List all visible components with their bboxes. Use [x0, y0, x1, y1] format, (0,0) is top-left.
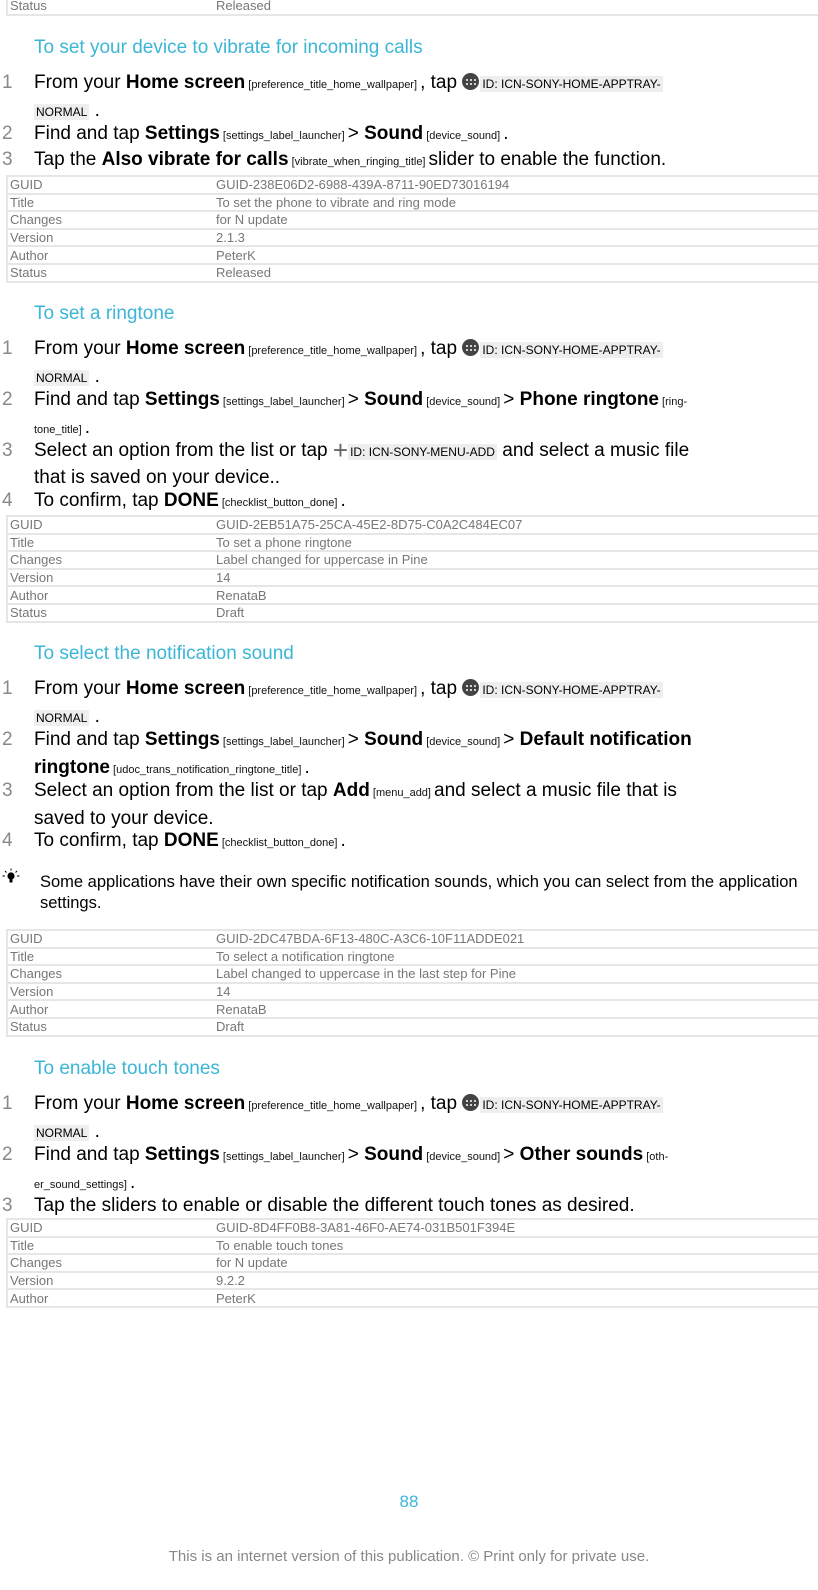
metadata-table: [6, 175, 818, 283]
table-row: Author RenataB: [7, 586, 818, 604]
metadata-table: [6, 929, 818, 1037]
table-row: Title To set a phone ringtone: [7, 534, 818, 552]
section-heading: To enable touch tones: [34, 1058, 220, 1079]
step-1: 1 From your Home screen [preference_title_home_wallpaper] , tap ID: ICN-SONY-HOME-APPTRAY- NORMAL .: [2, 1093, 661, 1142]
table-row: Title To enable touch tones: [7, 1237, 818, 1255]
lightbulb-tip-icon: [2, 868, 20, 886]
page-number: 88: [399, 1492, 419, 1511]
table-row: Status Draft: [7, 604, 818, 622]
step-2: 2 Find and tap Settings [settings_label_launcher] > Sound [device_sound] > Other sounds [oth- er_sound_settings] .: [2, 1144, 669, 1193]
app-tray-icon: [462, 1094, 479, 1111]
step-4: 4 To confirm, tap DONE [checklist_button_done] .: [2, 490, 346, 511]
table-row: GUID GUID-2EB51A75-25CA-45E2-8D75-C0A2C484EC07: [7, 516, 818, 534]
table-row: Version 9.2.2: [7, 1272, 818, 1290]
table-row: Version 2.1.3: [7, 229, 818, 247]
table-row: Title To select a notification ringtone: [7, 948, 818, 966]
table-row: GUID GUID-8D4FF0B8-3A81-46F0-AE74-031B501F394E: [7, 1219, 818, 1237]
section-heading: To set your device to vibrate for incoming calls: [34, 37, 423, 58]
table-row: Changes Label changed to uppercase in the last step for Pine: [7, 965, 818, 983]
step-4: 4 To confirm, tap DONE [checklist_button_done] .: [2, 830, 346, 851]
table-row: Version 14: [7, 569, 818, 587]
step-1: 1 From your Home screen [preference_title_home_wallpaper] , tap ID: ICN-SONY-HOME-APPTRAY- NORMAL .: [2, 678, 661, 727]
step-2: 2 Find and tap Settings [settings_label_launcher] > Sound [device_sound] .: [2, 123, 509, 144]
step-3: 3 Select an option from the list or tap + ID: ICN-SONY-MENU-ADD and select a music file that is saved on your device..: [2, 435, 690, 488]
step-2: 2 Find and tap Settings [settings_label_launcher] > Sound [device_sound] > Default notification ringtone [udoc_trans_notification_ringtone_title] .: [2, 729, 692, 778]
app-tray-icon: [462, 73, 479, 90]
table-row: Status Released: [7, 264, 818, 282]
table-row: Changes for N update: [7, 211, 818, 229]
step-2: 2 Find and tap Settings [settings_label_launcher] > Sound [device_sound] > Phone ringtone [ring- tone_title] .: [2, 389, 688, 438]
table-row: Changes for N update: [7, 1254, 818, 1272]
tip-note: Some applications have their own specific notification sounds, which you can select from the application settings.: [40, 873, 798, 912]
table-row: Status Draft: [7, 1018, 818, 1036]
footer-notice: This is an internet version of this publication. © Print only for private use.: [168, 1548, 650, 1565]
metadata-table: [6, 515, 818, 623]
app-tray-icon: [462, 339, 479, 356]
section-heading: To select the notification sound: [34, 643, 294, 664]
table-row: Title To set the phone to vibrate and ring mode: [7, 194, 818, 212]
app-tray-icon: [462, 679, 479, 696]
step-3: 3 Select an option from the list or tap Add [menu_add] and select a music file that is saved to your device.: [2, 780, 677, 829]
table-row: Status Released: [7, 0, 818, 15]
step-1: 1 From your Home screen [preference_title_home_wallpaper] , tap ID: ICN-SONY-HOME-APPTRAY- NORMAL .: [2, 72, 661, 121]
step-3: 3 Tap the Also vibrate for calls [vibrate_when_ringing_title] slider to enable the function.: [2, 149, 667, 170]
add-icon: +: [332, 435, 349, 465]
table-row: Author PeterK: [7, 246, 818, 264]
metadata-table: [6, 1218, 818, 1308]
table-row: Changes Label changed for uppercase in Pine: [7, 551, 818, 569]
step-1: 1 From your Home screen [preference_title_home_wallpaper] , tap ID: ICN-SONY-HOME-APPTRAY- NORMAL .: [2, 338, 661, 387]
table-row: GUID GUID-238E06D2-6988-439A-8711-90ED73016194: [7, 176, 818, 194]
step-3: 3 Tap the sliders to enable or disable the different touch tones as desired.: [2, 1195, 635, 1216]
table-row: Version 14: [7, 983, 818, 1001]
metadata-table: [6, 0, 818, 16]
table-row: Author RenataB: [7, 1000, 818, 1018]
table-row: Author PeterK: [7, 1289, 818, 1307]
section-heading: To set a ringtone: [34, 303, 175, 324]
table-row: GUID GUID-2DC47BDA-6F13-480C-A3C6-10F11ADDE021: [7, 930, 818, 948]
